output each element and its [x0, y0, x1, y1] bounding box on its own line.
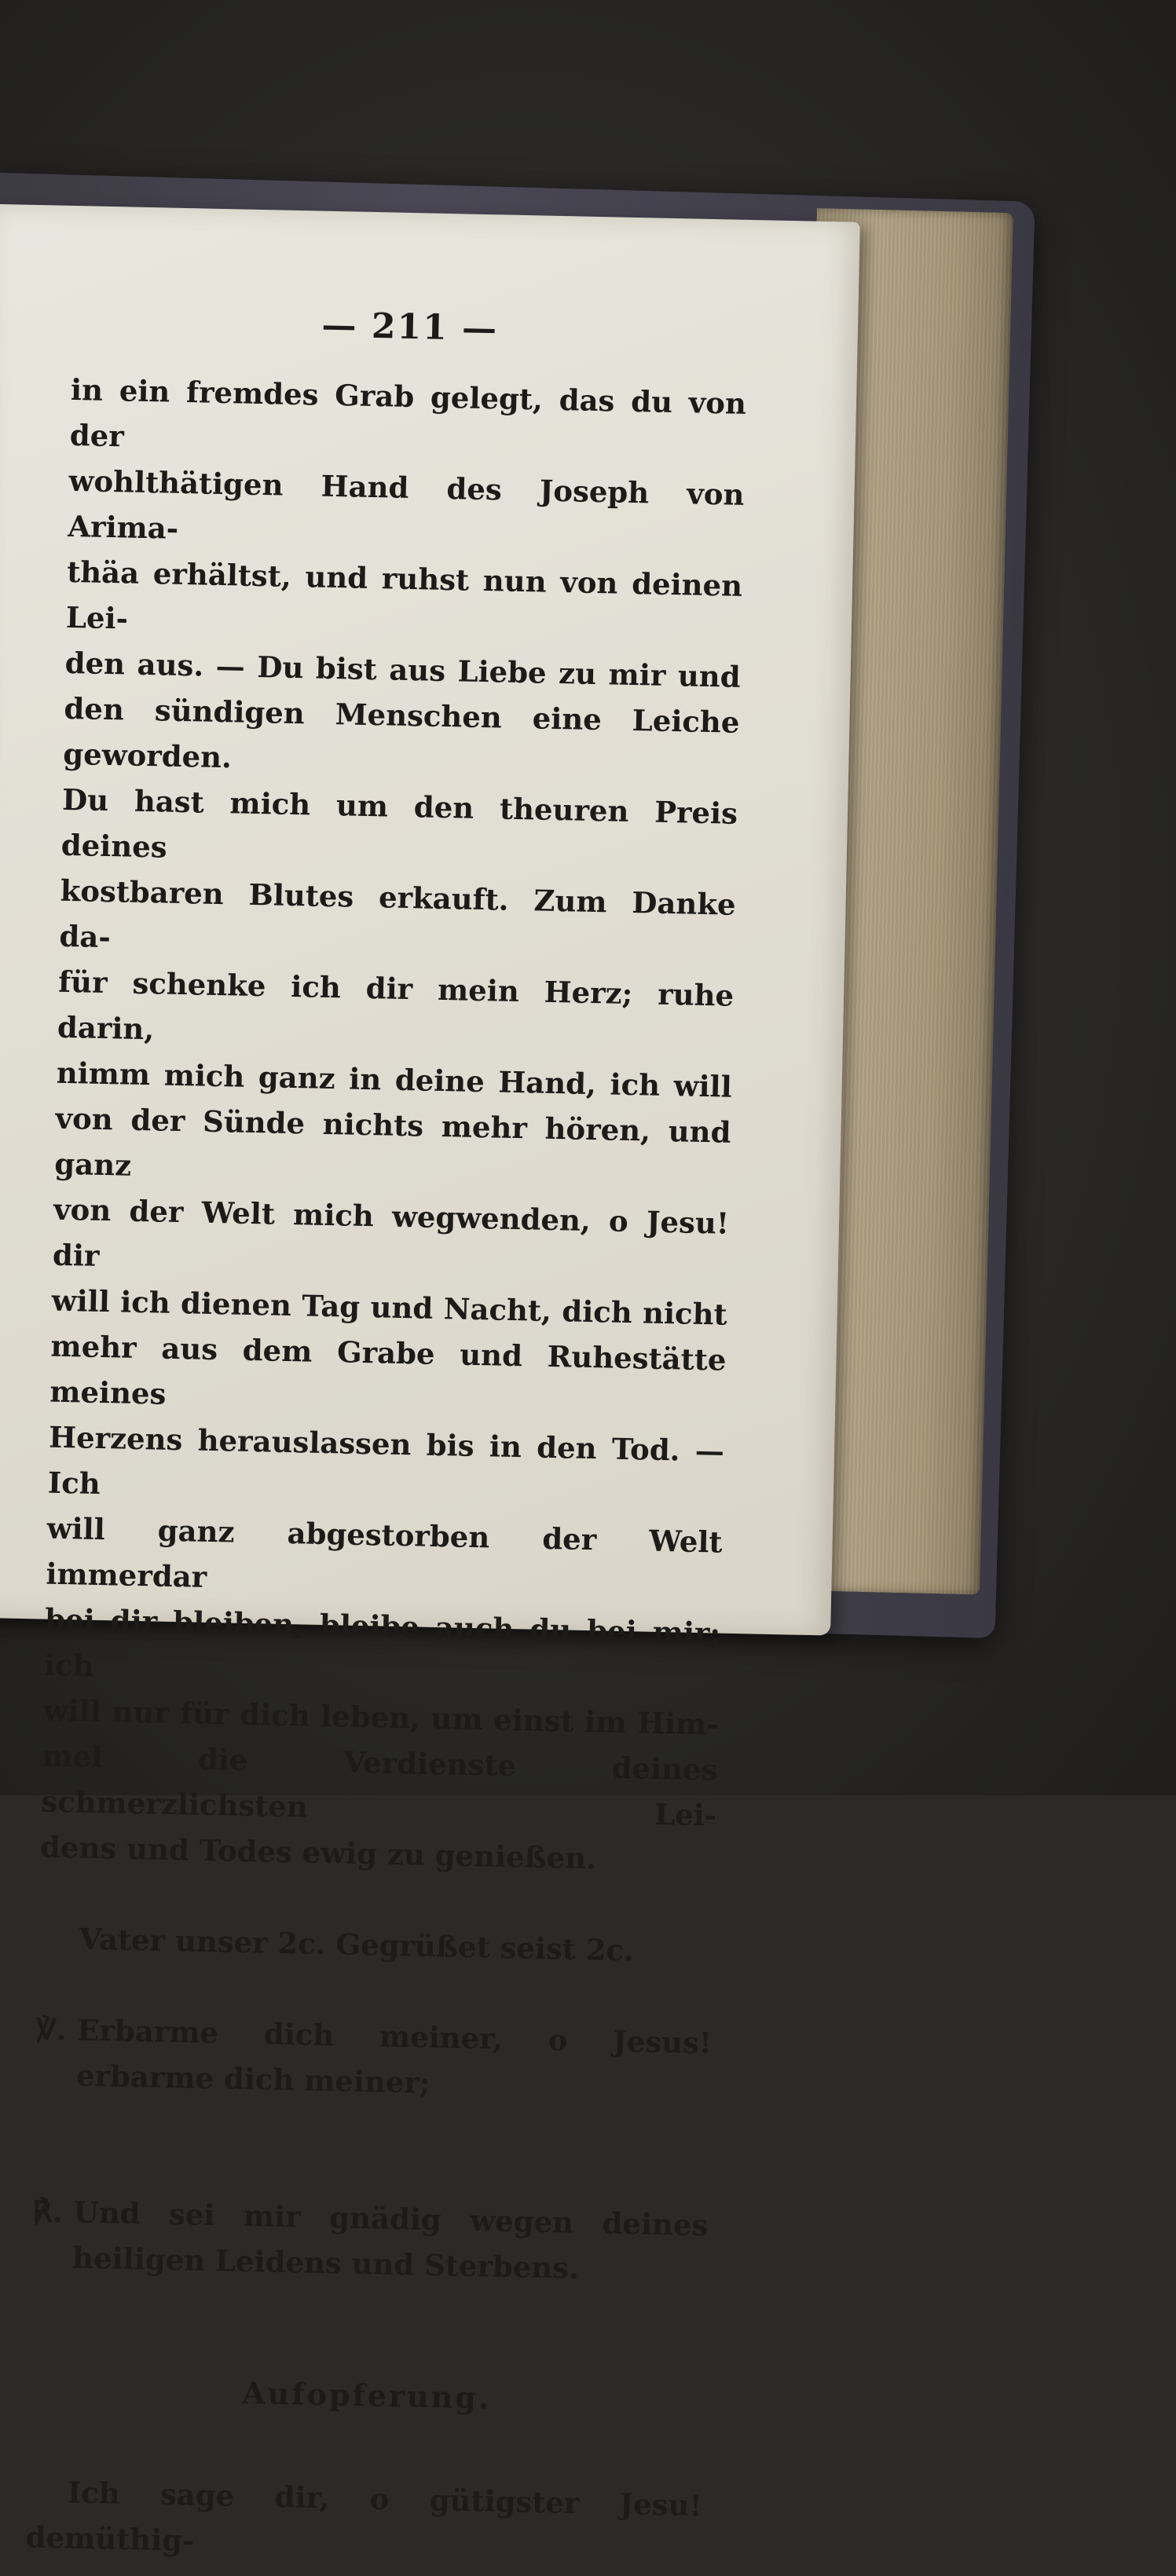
text-line: von der Welt mich wegwenden, o Jesu! dir — [52, 1191, 730, 1273]
text-line: den sündigen Menschen eine Leiche geworden. — [62, 690, 740, 775]
text-line: Herzens herauslassen bis in den Tod. — Ich — [47, 1419, 725, 1502]
text-line: Du hast mich um den theuren Preis deines — [60, 781, 738, 865]
text-line: mehr aus dem Grabe und Ruhestätte meines — [49, 1328, 727, 1411]
text-line: den aus. — Du bist aus Liebe zu mir und — [64, 645, 742, 694]
text-line: von der Sünde nichts mehr hören, und ganz — [53, 1100, 731, 1183]
versicle-sigil: ℣. — [35, 2011, 68, 2047]
section-heading: Aufopferung. — [241, 2375, 492, 2416]
versicle-text: Erbarme dich meiner, o Jesus! erbarme dich meiner; — [75, 2012, 713, 2100]
main-paragraph — [40, 367, 747, 1884]
text-line: wohlthätigen Hand des Joseph von Arima- — [67, 463, 745, 546]
response-sigil: ℟. — [32, 2194, 64, 2230]
text-line: kostbaren Blutes erkauft. Zum Danke da- — [59, 873, 736, 955]
text-line: bei dir bleiben, bleibe auch du bei mir; ich — [43, 1601, 721, 1683]
response-text: Und sei mir gnädig wegen deines heiligen Leidens und Sterbens. — [71, 2194, 709, 2286]
text-line: mel die Verdienste deines schmerzlichsten Lei- — [40, 1738, 718, 1833]
page-number: — 211 — — [321, 305, 499, 349]
last-line: Ich sage dir, o gütigster Jesu! demüthig- — [25, 2475, 703, 2558]
page-content — [25, 300, 748, 2574]
text-line: thäa erhältst, und ruhst nun von deinen Lei- — [65, 554, 743, 636]
prayer-line: Vater unser 2c. Gegrüßet seist 2c. — [79, 1921, 635, 1968]
book-page — [0, 204, 860, 2558]
text-line: will ich dienen Tag und Nacht, dich nicht — [51, 1283, 728, 1332]
text-line: für schenke ich dir mein Herz; ruhe darin, — [57, 964, 735, 1047]
text-line: in ein fremdes Grab gelegt, das du von der — [69, 371, 747, 454]
text-line: nimm mich ganz in deine Hand, ich will — [56, 1055, 733, 1104]
text-line: will ganz abgestorben der Welt immerdar — [46, 1510, 723, 1594]
response — [30, 2142, 709, 2339]
text-line: dens und Todes ewig zu genießen. — [39, 1829, 597, 1876]
text-line: will nur für dich leben, um einst im Him- — [42, 1692, 720, 1742]
versicle — [34, 1960, 713, 2157]
